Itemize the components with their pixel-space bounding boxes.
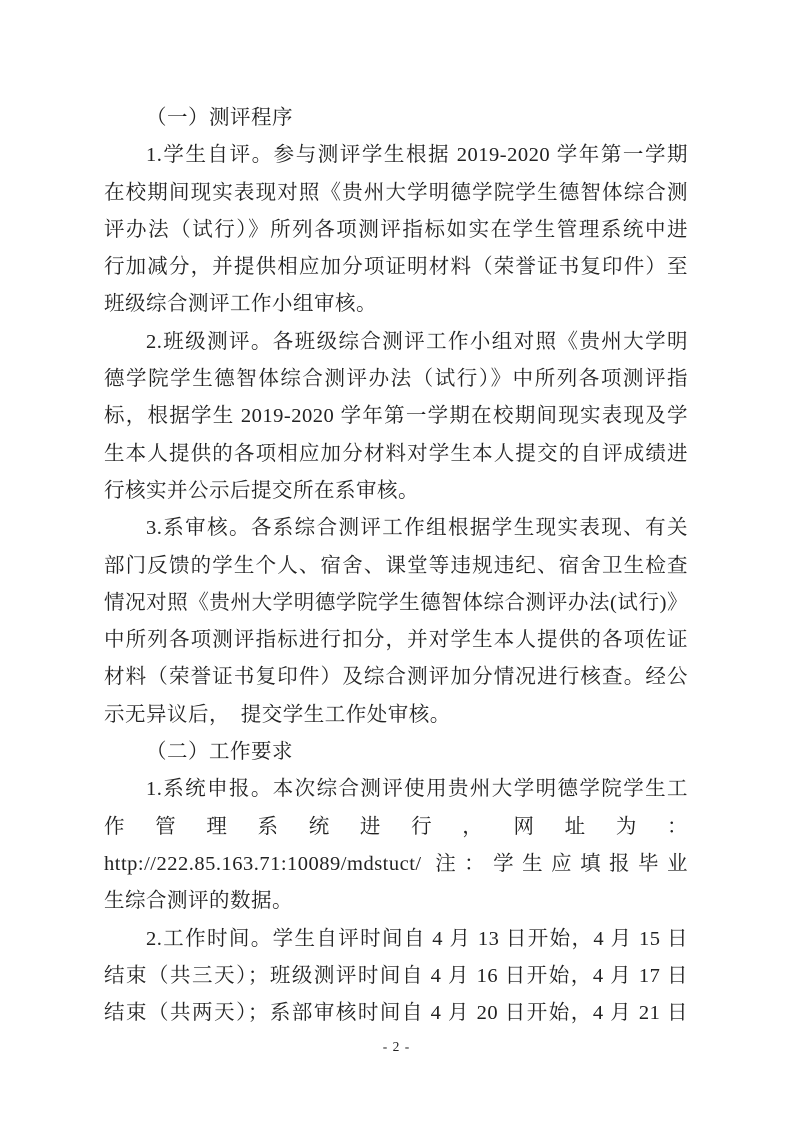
paragraph-line: 材料（荣誉证书复印件）及综合测评加分情况进行核查。经公 [104,666,688,689]
paragraph-line: 生综合测评的数据。 [104,890,293,913]
paragraph-line: 2.班级测评。各班级综合测评工作小组对照《贵州大学明 [146,330,688,353]
paragraph-line: 行加减分，并提供相应加分项证明材料（荣誉证书复印件）至 [104,256,688,279]
paragraph-line: http://222.85.163.71:10089/mdstuct/ 注：学生应填报毕业 [104,852,688,875]
paragraph-line: 中所列各项测评指标进行扣分，并对学生本人提供的各项佐证 [104,629,688,652]
paragraph-line: 3.系审核。各系综合测评工作组根据学生现实表现、有关 [146,517,688,540]
paragraph-line: 评办法（试行）》所列各项测评指标如实在学生管理系统中进 [104,218,688,241]
paragraph-line: 标，根据学生 2019-2020 学年第一学期在校期间现实表现及学 [104,405,688,428]
paragraph-line: 在校期间现实表现对照《贵州大学明德学院学生德智体综合测 [104,181,688,204]
paragraph-line: 1.系统申报。本次综合测评使用贵州大学明德学院学生工 [146,778,688,801]
paragraph-line: 班级综合测评工作小组审核。 [104,293,377,316]
paragraph-line: 行核实并公示后提交所在系审核。 [104,479,419,502]
page-footer [0,1038,793,1056]
section-heading: （一）测评程序 [146,107,293,129]
section-heading: （二）工作要求 [146,741,293,764]
paragraph-line: 作管理系统进行，网址为： [104,815,688,838]
document-body [104,100,688,1032]
paragraph-line: 德学院学生德智体综合测评办法（试行）》中所列各项测评指 [104,368,688,391]
paragraph-line: 部门反馈的学生个人、宿舍、课堂等违规违纪、宿舍卫生检查 [104,554,688,577]
paragraph-line: 2.工作时间。学生自评时间自 4 月 13 日开始，4 月 15 日 [146,927,688,950]
paragraph-line: 生本人提供的各项相应加分材料对学生本人提交的自评成绩进 [104,442,688,465]
paragraph-line: 结束（共两天）；系部审核时间自 4 月 20 日开始，4 月 21 日 [104,1002,688,1025]
paragraph-line: 示无异议后， 提交学生工作处审核。 [104,703,451,726]
paragraph-line: 情况对照《贵州大学明德学院学生德智体综合测评办法(试行)》 [104,591,688,614]
paragraph-line: 结束（共三天）；班级测评时间自 4 月 16 日开始，4 月 17 日 [104,964,688,987]
page-number: - 2 - [382,1039,411,1054]
paragraph-line: 1.学生自评。参与测评学生根据 2019-2020 学年第一学期 [146,144,688,167]
